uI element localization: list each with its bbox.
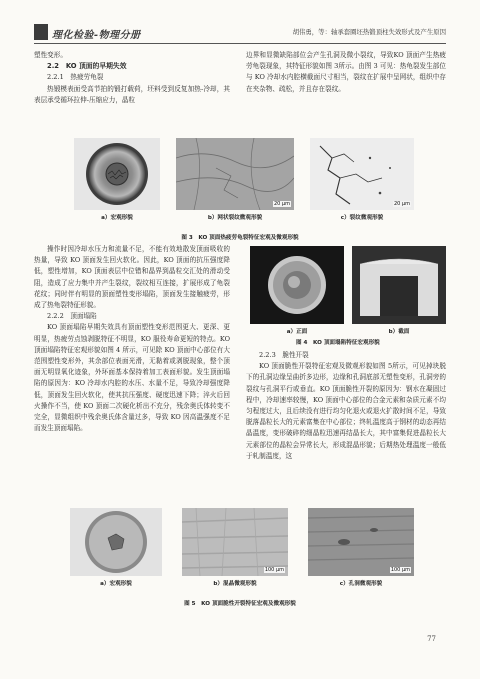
figure-4-caption: 图 4 KO 顶面塌陷特征宏观形貌	[296, 340, 380, 346]
figure-5a-label: a）宏观形貌	[100, 581, 132, 587]
left-column-top	[34, 50, 230, 106]
brittle-crack-macro-image	[70, 508, 162, 576]
figure-3-caption: 图 3 KO 顶面热疲劳龟裂特征宏观及微观形貌	[181, 235, 299, 241]
journal-logo	[34, 24, 184, 42]
paragraph: KO 顶面脆性开裂特征宏观及微观形貌如图 5所示，可见掉块脱下的孔洞边缘呈曲折多边形，边缘和孔洞底部无塑性变形，孔洞旁的裂纹与孔洞平行或垂直。KO 顶面脆性开裂的原因为：钢水在凝固过程中，冷却速率较慢，KO 顶面中心部位的合金元素和杂质元素不均匀程度过大，且后续没有进行均匀化退火或退火扩散时间不足，导致脱落晶粒长大的元素富集在中心部位；终轧温度高于钢材的动态再结晶温度，变形破碎的细晶粒迅速再结晶长大，其中富集促进晶粒长大元素部位的晶粒会异常长大，形成混晶形貌；后期热处理温度一般低于轧制温度，这	[246, 362, 446, 460]
figure-5b-photo	[182, 508, 288, 576]
figure-4a-label: a）正面	[286, 329, 308, 335]
figure-4b-photo	[352, 246, 446, 324]
subsection-heading: 2.2.2 顶面塌陷	[47, 312, 97, 321]
page-number: 77	[427, 635, 436, 643]
figure-3c-label: c）裂纹微观形貌	[340, 215, 384, 221]
left-column-middle	[34, 244, 230, 434]
section-heading: 2.2 KO 顶面的早期失效	[47, 62, 127, 71]
mixed-grain-micrograph	[182, 508, 288, 576]
figure-4	[250, 246, 446, 342]
figure-5-caption: 图 5 KO 顶面脆性开裂特征宏观及微观形貌	[184, 601, 296, 607]
scale-bar-label: 100 µm	[264, 567, 284, 573]
collapsed-top-front-image	[250, 246, 344, 324]
figure-3	[74, 138, 414, 232]
subsection-heading: 2.2.1 热疲劳龟裂	[47, 73, 104, 82]
paragraph: 边界和显微缺陷部位会产生孔洞及微小裂纹，导致KO 顶面产生热疲劳龟裂现象，其特征形貌如图 3所示。由图 3 可见：热龟裂发生部位与 KO 冷却水内腔横截面尺寸相当，裂纹在扩展中呈网状，组织中存在夹杂物、疏松，并且存在裂纹。	[246, 51, 446, 93]
figure-4a-photo	[250, 246, 344, 324]
logo-mark	[34, 24, 48, 40]
figure-5	[70, 508, 414, 592]
crack-micrograph	[310, 138, 414, 210]
network-crack-micrograph	[176, 138, 294, 210]
figure-5c-photo	[308, 508, 414, 576]
collapsed-top-section-image	[352, 246, 446, 324]
punch-top-macro-image	[74, 138, 160, 210]
scale-bar-label: 20 µm	[393, 201, 410, 207]
paragraph: 塑性变形。	[34, 51, 67, 59]
right-column-bottom	[246, 350, 446, 462]
scale-bar-label: 100 µm	[390, 567, 410, 573]
figure-3a-photo	[74, 138, 160, 210]
paragraph: 热锻模表面受高节拍的锻打载荷，坯料受到反复加热-冷却，其表层承受循环拉伸-压缩应力，晶粒	[34, 84, 230, 104]
paragraph: KO 顶面塌陷早期失效具有顶面塑性变形范围更大、更深、更明显，热疲劳点蚀剥脱特征不明显，KO 服役寿命更短的特点。KO 顶面塌陷特征宏观形貌如图 4 所示，可见除 KO 顶面中心部位有大范围塑性变形外，其余部位表面光滑，无黏着或剥脱现象，整个顶面无明显氧化迹象，外环面基本保持着加工表面形貌。发生顶面塌陷的原因为：KO 冷却水内腔的水压、水量不足，导致冷却强度降低，顶面发生回火软化，使其抗压强度、硬度迅速下降；淬火后回火操作不当，使 KO 顶面二次硬化析出不充分，残余奥氏体转变不完全，显微组织中残余奥氏体含量过多，导致 KO 因高温强度不足而发生顶面塌陷。	[34, 323, 230, 433]
figure-3b-photo	[176, 138, 294, 210]
figure-3c-photo	[310, 138, 414, 210]
figure-4b-label: b）截面	[388, 329, 410, 335]
header-rule	[34, 43, 446, 44]
figure-5b-label: b）混晶微观形貌	[213, 581, 257, 587]
figure-5c-label: c）孔洞微观形貌	[339, 581, 383, 587]
right-column-top	[246, 50, 446, 95]
scale-bar-label: 20 µm	[273, 201, 290, 207]
subsection-heading: 2.2.3 脆性开裂	[259, 351, 309, 359]
figure-5a-photo	[70, 508, 162, 576]
figure-3a-label: a）宏观形貌	[101, 215, 133, 221]
figure-3b-label: b）网状裂纹微观形貌	[207, 215, 263, 221]
paragraph: 操作时因冷却水压力和流量不足，不能有效地散发顶面吸收的热量，导致 KO 顶面发生回火软化。因此，KO 顶面的抗压强度降低，塑性增加，KO 顶面表层中位错和晶界到晶粒交汇处的滑动受阻，造成了应力集中并产生裂纹，裂纹相互连接，扩展形成了龟裂花纹；同时伴有明显的顶面塑性变形塌陷，顶面发生接触疲劳，形成了热龟裂特征形貌。	[34, 245, 230, 310]
logo-text: 理化检验-物理分册	[52, 30, 141, 41]
running-header: 胡伟勇，等：轴承套圈坯热锻顶柱失效形式及产生原因	[292, 28, 446, 36]
cavity-micrograph	[308, 508, 414, 576]
